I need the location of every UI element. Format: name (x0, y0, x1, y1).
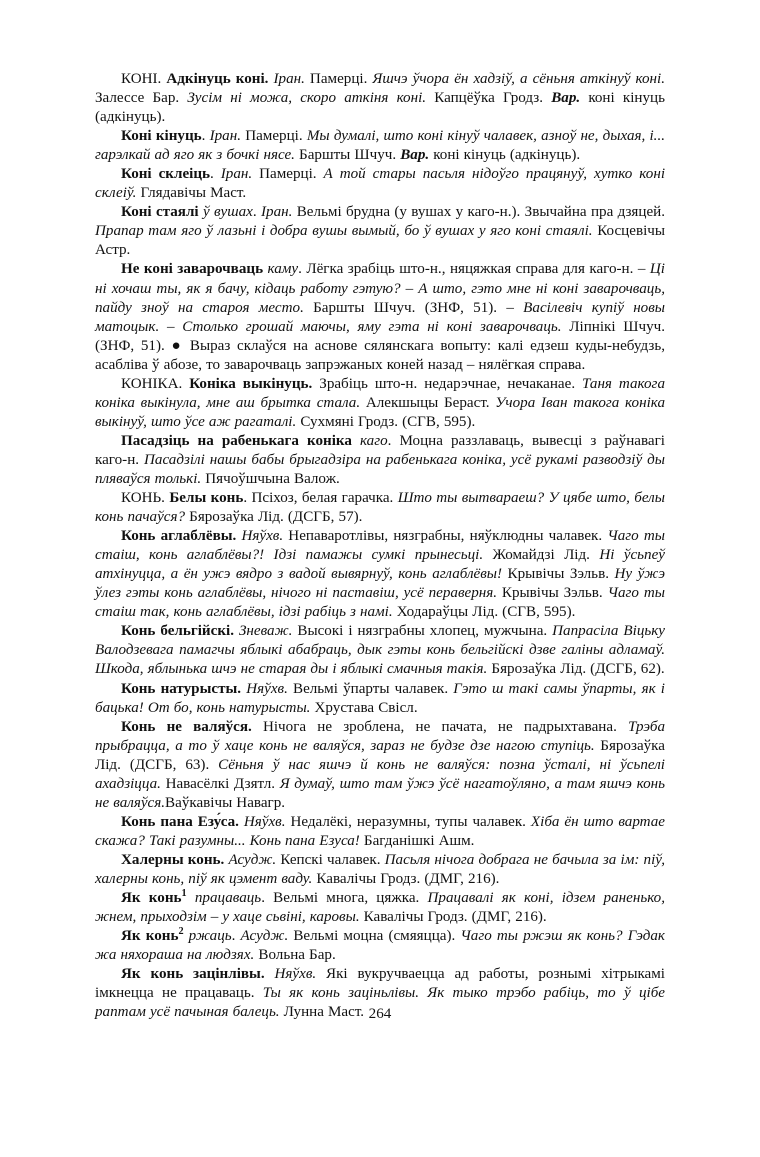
entry-italic-run: Чаго ты стаіш так, конь аглаблёвы, ідзі рабіць з намі. (95, 585, 665, 621)
entry-text-run (352, 433, 360, 449)
entry-italic-run: Зневаж. (238, 623, 293, 640)
entry-text-run: Глядавічы Маст. (136, 185, 247, 202)
entry-text-run: Які вукручваецца ад работы, рознымі хітрыкамі імкнецца не працаваць. (95, 966, 666, 1002)
entry-italic-run: Іран. (261, 204, 293, 221)
entry-text-run: Памерці. (252, 166, 324, 183)
entry-headword: Белы конь (169, 490, 244, 507)
entry-text-run: . (201, 128, 210, 145)
entry-italic-run: Папрасіла Віцьку Валодзевага памагчы яблыкі абабраць, дык гэты конь бельгійскі дзве галіны адламаў. Шкода, яблынька шчэ не старая ды і яблыкі смачныя такія. (95, 623, 665, 678)
entry-text-run: Зрабіць што-н. недарэчнае, нечаканае. (312, 375, 583, 392)
entry-text-run: Кепскі чалавек. (276, 851, 385, 868)
dictionary-entry (95, 375, 665, 432)
dictionary-entry (95, 432, 665, 489)
entry-text-run: . Псіхоз, белая гарачка. (243, 490, 398, 507)
dictionary-entry (95, 165, 665, 203)
dictionary-entry (95, 680, 665, 718)
entry-italic-run: Мы думалі, што коні кінуў чалавек, азноў не, дыхая, і... гарэлкай ад яго як з бочкі нясе. (95, 128, 665, 164)
entry-text-run: Вольна Бар. (254, 947, 336, 964)
dictionary-entry (95, 718, 665, 813)
entry-text-run: Косцевічы Астр. (95, 223, 665, 259)
dictionary-entry (95, 889, 665, 927)
entry-italic-run: Васілевіч купіў новы матоцык. – Столько грошай маючы, яму гэта ні коні заварочваць. (95, 299, 666, 335)
entry-text-run: Навасёлкі Дзятл. (160, 775, 280, 792)
entry-text-run: Крывічы Зэльв. (502, 566, 615, 583)
entry-text-run: Пячоўшчына Валож. (201, 470, 340, 487)
entry-text-run: Ходараўцы Лід. (СГВ, 595). (392, 604, 576, 621)
entry-italic-run: Хіба ён што вартае скажа? Такі разумны... Конь пана Езуса! (95, 813, 665, 849)
entry-italic-run: працаваць (194, 890, 262, 907)
entry-text-run: КОНІ. (121, 71, 167, 87)
entry-text-run: Сухмяні Гродз. (СГВ, 595). (296, 413, 476, 430)
entry-italic-run: Асудж. (240, 928, 289, 945)
entry-headword: Як конь (121, 928, 179, 945)
entry-text-run: Ваўкавічы Навагр. (165, 794, 286, 811)
entry-text-run: Багданішкі Ашм. (359, 832, 475, 849)
entry-italic-run: Пасадзілі нашы бабы брыгадзіра на рабенькага коніка, усё рукамі разводзіў ды пляваўся толькі. (95, 451, 665, 487)
entry-text-run: Памерці. (241, 128, 307, 145)
dictionary-entry (95, 622, 665, 679)
entry-text-run: коні кінуць (адкінуць). (95, 90, 665, 126)
entry-italic-run: Учора Іван такога коніка выкінуў, што ўсе аж рагаталі. (95, 394, 665, 430)
entry-text-run: коні кінуць (адкінуць). (429, 147, 581, 164)
entry-italic-run: каго (359, 432, 388, 449)
entry-italic-run: Іран. (220, 166, 253, 183)
entry-headword: Конь пана Езу́са. (121, 813, 239, 830)
entry-italic-run: ржаць (188, 928, 232, 945)
entry-text-run: . (210, 166, 221, 183)
entry-text-run: Вельмі ўпарты чалавек. (287, 680, 454, 697)
entry-italic-run: Сёньня ў нас яшчэ й конь не валяўся: позна ўсталі, ні ўсьпелі ахадзіцца. (95, 756, 666, 792)
entry-text-run: Бярозаўка Лід. (ДСГБ, 63). (95, 737, 665, 773)
entry-headword: Конь аглаблёвы. (121, 528, 237, 545)
dictionary-entry (95, 851, 665, 889)
entry-headword: Як конь (121, 890, 182, 907)
entry-italic-run: Прапар там яго ў лазьні і добра вушы вымый, бо ў вушах у яго коні стаялі. (95, 223, 593, 240)
entry-headword: Коніка выкінуць. (189, 375, 313, 392)
entry-text-run: Лунна Маст. (279, 1004, 365, 1021)
entry-italic-run: Няўхв. (274, 966, 317, 983)
entry-headword: Конь бельгійскі. (121, 623, 234, 640)
entry-italic-run: Няўхв. (241, 528, 284, 545)
entry-headword: Пасадзіць на рабенькага коніка (121, 432, 352, 449)
entry-italic-run: Асудж. (228, 851, 277, 868)
entry-text-run: Алекшыцы Бераст. (360, 394, 496, 411)
dictionary-entry (95, 927, 665, 965)
entry-text-run: КОНІКА. (121, 375, 190, 392)
entry-text-run: Бярозаўка Лід. (ДСГБ, 62). (487, 661, 665, 678)
entry-text-run: Памерці. (304, 71, 373, 87)
entry-headword: Халерны конь. (121, 851, 225, 868)
entry-italic-run: Ці ні хочаш ты, як я бачу, кідаць работу гэтую? – А што, гэто мне ні коні заварочваць, пайду зноў на староя место. (95, 261, 665, 316)
entry-text-run: Ліпнікі Шчуч. (ЗНФ, 51). ● Выраз склаўся на аснове сялянскага вопыту: калі едзеш куды-небудзь, асабліва ў абозе, то заварочваць запрэжаных коней назад – нялёгкая справа. (95, 318, 666, 373)
entry-italic-run: Ну ўжэ ўлез гэты конь аглаблёвы, нічого ні паставіш, усё пераверня. (95, 566, 665, 602)
dictionary-entry (95, 260, 665, 374)
dictionary-entry (95, 527, 665, 622)
entry-text-run: . Вельмі многа, цяжка. (261, 890, 428, 907)
page-body-text (95, 70, 665, 1022)
entry-headword: Коні склеіць (121, 166, 211, 183)
entry-homonym-index: 1 (181, 887, 187, 899)
entry-italic-run: Зусім ні можа, скоро аткіня коні. (187, 90, 427, 107)
entry-italic-run: Трэба прыбрацца, а то ў хаце конь не валяўся, зараз не будзе дзе нагою ступіць. (95, 718, 665, 754)
entry-italic-run: А той стары пасьля нідоўго працянуў, хутко коні склеіў. (95, 166, 666, 202)
entry-text-run: Вельмі брудна (у вушах у каго-н.). Звычайна пра дзяцей. (292, 204, 665, 221)
dictionary-entry (95, 70, 665, 127)
entry-italic-run: Чаго ты ржэш як конь? Гэдак жа няхораша на людзях. (95, 928, 665, 964)
entry-text-run: Кавалічы Гродз. (ДМГ, 216). (312, 870, 500, 887)
entry-italic-run: Іран. (273, 71, 305, 87)
entry-text-run: Баршты Шчуч. (ЗНФ, 51). – (303, 299, 524, 316)
entry-text-run: Непаваротлівы, нязграбны, няўклюдны чалавек. (283, 528, 608, 545)
entry-italic-run: Няўхв. (246, 680, 288, 697)
entry-text-run: . Лёгка зрабіць што-н., няцяжкая справа для каго-н. – (298, 261, 650, 278)
entry-italic-run: Ні ўсьпеў атхінуцца, а ён ужэ вядро з вадой вывярнуў, конь аглаблёвы! (95, 547, 665, 583)
entry-headword: Коні стаялі (121, 204, 199, 221)
dictionary-entry (95, 203, 665, 260)
entry-italic-run: Іран. (209, 128, 241, 145)
entry-text-run: Баршты Шчуч. (294, 147, 401, 164)
entry-text-run: Вельмі моцна (смяяцца). (288, 928, 461, 945)
dictionary-entry (95, 813, 665, 851)
entry-headword: Не коні заварочваць (121, 261, 264, 278)
entry-italic-run: Працавалі як коні, ідзем раненько, жнем, прыходзім – у хаце сьвіні, каровы. (95, 890, 665, 926)
entry-text-run: КОНЬ. (121, 490, 170, 507)
entry-text-run: Залессе Бар. (95, 90, 188, 107)
entry-italic-run: Таня такога коніка выкінула, мне аш брытка стала. (95, 375, 665, 411)
entry-text-run: Капцёўка Гродз. (426, 90, 552, 107)
entry-italic-run: Яшчэ ўчора ён хадзіў, а сёньня аткінуў коні. (372, 71, 665, 87)
entry-italic-run: Пасьля нічога добрага не бачыла за ім: піў, халерны конь, піў як цэмент ваду. (95, 851, 665, 887)
entry-text-run: Нічога не зроблена, не пачата, не падрыхтавана. (251, 718, 629, 735)
entry-text-run: Бярозаўка Лід. (ДСГБ, 57). (185, 509, 363, 526)
entry-italic-run: Чаго ты стаіш, конь аглаблёвы?! Ідзі памажы сумкі прынесьці. (95, 528, 665, 564)
entry-italic-run: Няўхв. (243, 813, 286, 830)
entry-text-run: Высокі і нязграбны хлопец, мужчына. (292, 623, 553, 640)
entry-text-run (265, 966, 275, 982)
entry-text-run: . (231, 928, 241, 945)
entry-variant-label: Вар. (551, 90, 581, 107)
entry-variant-label: Вар. (400, 147, 430, 164)
entry-italic-run: Гэто ш такі самы ўпарты, як і бацька! От бо, конь натурысты. (95, 680, 665, 716)
entry-text-run: Крывічы Зэльв. (497, 585, 608, 602)
entry-headword: Конь не валяўся. (121, 718, 252, 735)
entry-text-run: Недалёкі, неразумны, тупы чалавек. (285, 813, 531, 830)
entry-text-run: Жомайдзі Лід. (483, 547, 600, 564)
entry-text-run (187, 890, 195, 906)
entry-italic-run: Што ты вытвараеш? У цябе што, белы конь пачаўся? (95, 490, 665, 526)
dictionary-entry (95, 489, 665, 527)
entry-homonym-index: 2 (178, 926, 184, 938)
entry-text-run: . Моцна раззлаваць, вывесці з раўнавагі каго-н. (95, 432, 665, 468)
entry-text-run: Кавалічы Гродз. (ДМГ, 216). (359, 909, 547, 926)
entry-italic-run: каму (267, 261, 299, 278)
page-number: 264 (368, 1006, 392, 1022)
entry-text-run: . (252, 204, 261, 221)
dictionary-entry (95, 127, 665, 165)
entry-italic-run: Ты як конь заціньлівы. Як тыко трэбо рабіць, то ў цібе раптам усё пачыная балець. (95, 985, 665, 1021)
entry-text-run: Хрустава Свісл. (310, 699, 418, 716)
entry-italic-run: Я думаў, што там ўжэ ўсё нагатоўляно, а там яшчэ конь не валяўся. (95, 775, 666, 811)
entry-headword: Коні кінуць (121, 128, 202, 145)
entry-headword: Як конь зацінлівы. (121, 966, 265, 983)
entry-headword: Конь натурысты. (121, 680, 242, 697)
entry-italic-run: ў вушах (202, 204, 253, 221)
entry-headword: Адкінуць коні. (166, 71, 269, 87)
